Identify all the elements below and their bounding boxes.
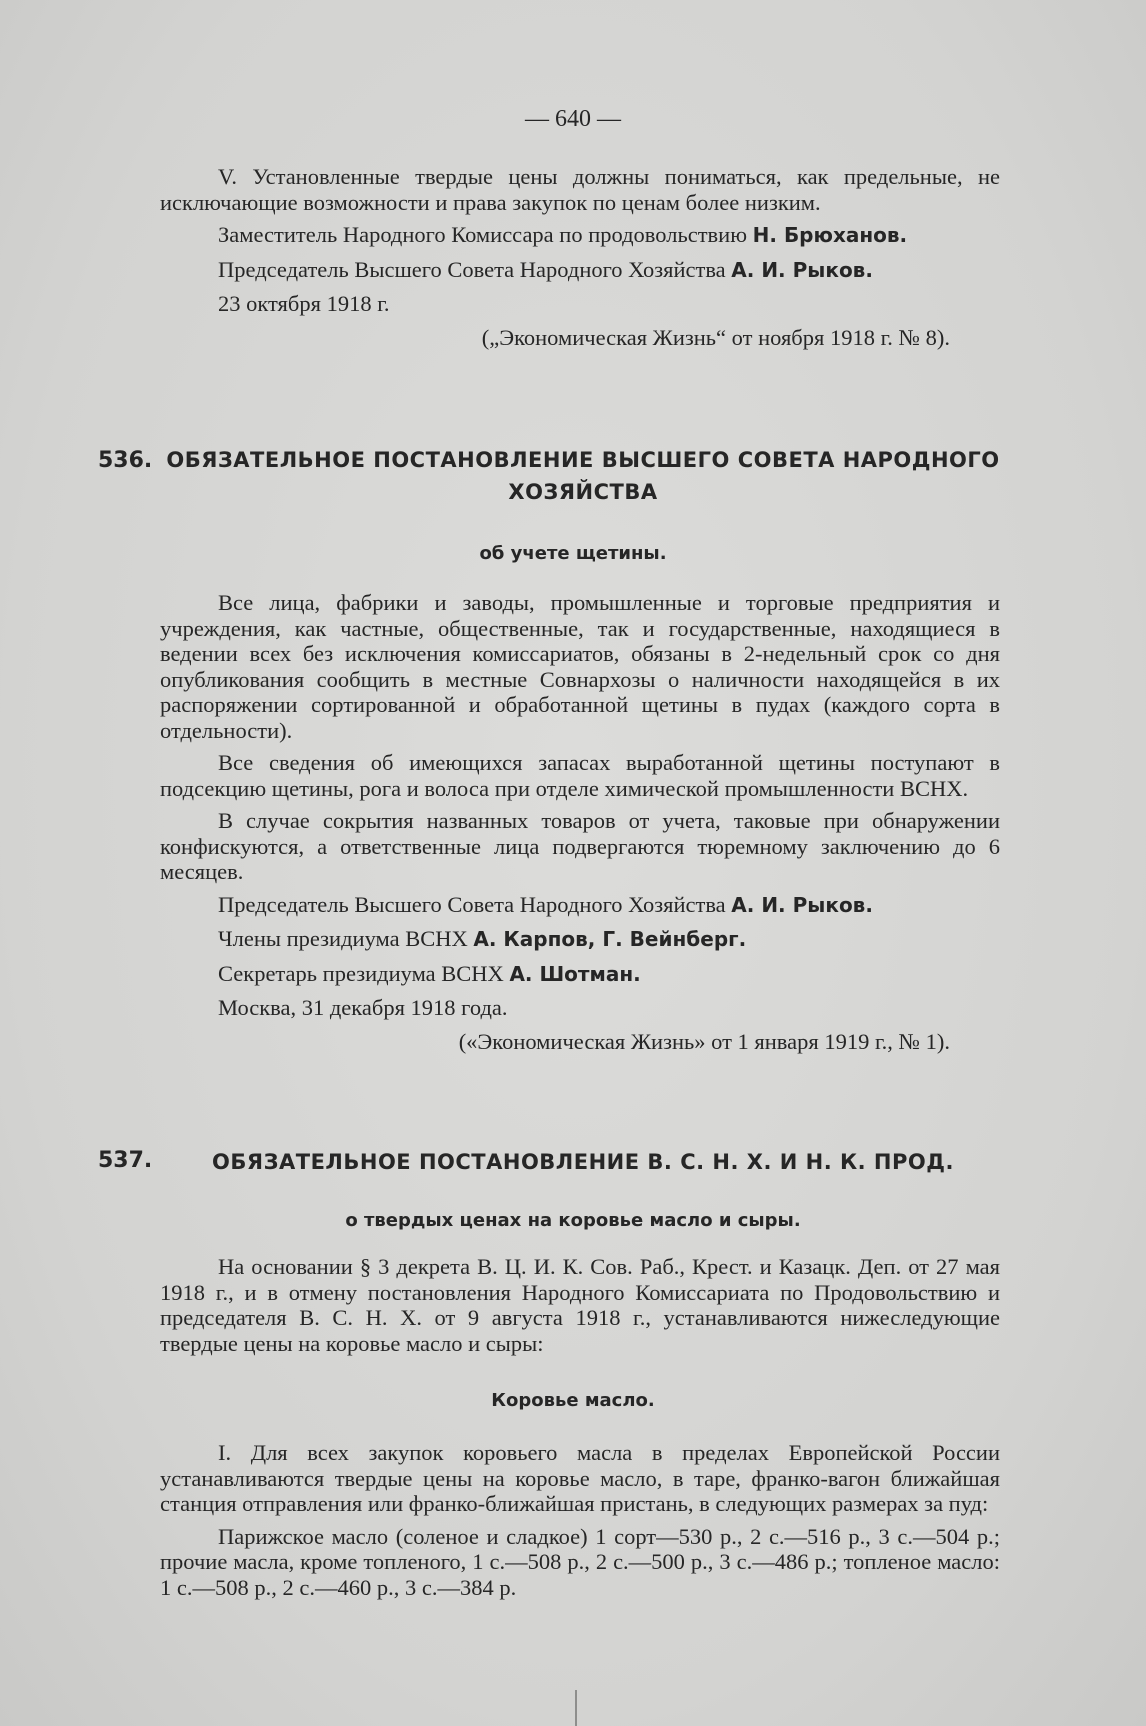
signature-rykov	[160, 257, 1000, 284]
section-title-536	[163, 444, 1003, 508]
signature-bryukhanov	[160, 222, 1000, 249]
signature-role: Секретарь президиума ВСНХ	[218, 960, 504, 986]
date-line: 23 октября 1918 г.	[218, 291, 390, 316]
section-subtitle-537: о твердых ценах на коровье масло и сыры.	[345, 1210, 801, 1231]
section-title-537: ОБЯЗАТЕЛЬНОЕ ПОСТАНОВЛЕНИЕ В. С. Н. Х. И Н. К. ПРОД.	[212, 1150, 954, 1174]
signature-name: А. Шотман.	[509, 961, 641, 986]
signature-name: А. И. Рыков.	[731, 892, 873, 917]
paragraph: На основании § 3 декрета В. Ц. И. К. Сов. Раб., Крест. и Казацк. Деп. от 27 мая 1918 г., и в отмену постановления Народного Комиссариата по Продовольствию и председателя В. С. Н. Х. от 9 августа 1918 г., устанавливаются нижеследующие твердые цены на коровье масло и сыры:	[160, 1254, 1000, 1356]
signature-role: Председатель Высшего Совета Народного Хозяйства	[218, 256, 726, 282]
paragraph: I. Для всех закупок коровьего масла в пределах Европейской России устанавливаются твердые цены на коровье масло, в таре, франко-вагон ближайшая станция отправления или франко-ближайшая пристань, в следующих размерах за пуд:	[160, 1440, 1000, 1516]
title-line: ХОЗЯЙСТВА	[508, 480, 658, 504]
page-fold-mark	[575, 1690, 577, 1726]
page-number: — 640 —	[525, 106, 621, 132]
paragraph: Все лица, фабрики и заводы, промышленные и торговые предприятия и учреждения, как частные, общественные, так и государственные, находящиеся в ведении всех без исключения комиссариатов, обязаны в 2-недельный срок со дня опубликования сообщить в местные Совнархозы о наличности находящейся в их распоряжении сортированной и обработанной щетины в пудах (каждого сорта в отдельности).	[160, 590, 1000, 743]
section-number-536: 536.	[98, 448, 153, 473]
heading-butter: Коровье масло.	[491, 1390, 655, 1411]
signature-name: А. Карпов, Г. Вейнберг.	[473, 927, 747, 951]
signature-chairman	[160, 892, 1000, 919]
signature-members	[160, 926, 1000, 953]
signature-role: Заместитель Народного Комиссара по продовольствию	[218, 222, 748, 247]
signature-role: Председатель Высшего Совета Народного Хозяйства	[218, 891, 726, 917]
source-citation: («Экономическая Жизнь» от 1 января 1919 г., № 1).	[458, 1028, 950, 1054]
signature-role: Члены президиума ВСНХ	[218, 926, 468, 951]
section-body-536	[160, 590, 1000, 1054]
section-body-537-continued	[160, 1440, 1000, 1607]
signature-name: Н. Брюханов.	[752, 223, 908, 247]
paragraph: В случае сокрытия названных товаров от учета, таковые при обнаружении конфискуются, а ответственные лица подвергаются тюремному заключению до 6 месяцев.	[160, 808, 1000, 884]
signature-secretary	[160, 961, 1000, 988]
paragraph-v: V. Установленные твердые цены должны пониматься, как предельные, не исключающие возможности и права закупок по ценам более низким.	[160, 164, 1000, 215]
date-line: Москва, 31 декабря 1918 года.	[218, 995, 508, 1020]
top-section	[160, 164, 1000, 350]
signature-name: А. И. Рыков.	[731, 257, 873, 282]
section-number-537: 537.	[98, 1148, 153, 1173]
section-subtitle-536: об учете щетины.	[479, 543, 667, 564]
title-line: ОБЯЗАТЕЛЬНОЕ ПОСТАНОВЛЕНИЕ ВЫСШЕГО СОВЕТА НАРОДНОГО	[166, 448, 1000, 472]
section-body-537	[160, 1254, 1000, 1363]
paragraph: Парижское масло (соленое и сладкое) 1 сорт—530 р., 2 с.—516 р., 3 с.—504 р.; прочие масла, кроме топленого, 1 с.—508 р., 2 с.—500 р., 3 с.—486 р.; топленое масло: 1 с.—508 р., 2 с.—460 р., 3 с.—384 р.	[160, 1523, 1000, 1600]
source-citation: („Экономическая Жизнь“ от ноября 1918 г. № 8).	[481, 324, 950, 350]
paragraph: Все сведения об имеющихся запасах выработанной щетины поступают в подсекцию щетины, рога и волоса при отделе химической промышленности ВСНХ.	[160, 750, 1000, 801]
